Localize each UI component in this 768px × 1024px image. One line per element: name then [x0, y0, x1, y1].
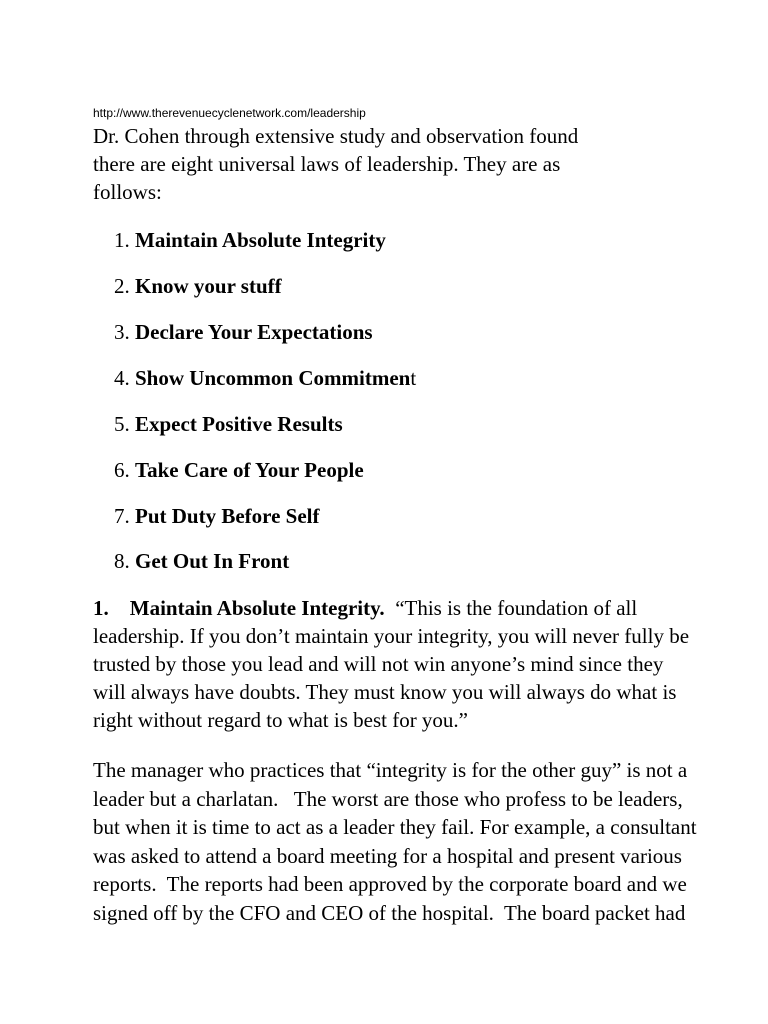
law-item-4 [114, 364, 416, 392]
law-item-1 [114, 226, 386, 254]
law-title: Put Duty Before Self [135, 504, 320, 528]
intro-paragraph [93, 122, 653, 206]
section-1-line: trusted by those you lead and will not win anyone’s mind since they [93, 652, 664, 676]
law-number: 5. [114, 412, 130, 436]
source-url: http://www.therevenuecyclenetwork.com/leadership [93, 106, 366, 120]
law-number: 8. [114, 549, 130, 573]
law-title: Take Care of Your People [135, 458, 364, 482]
intro-line: Dr. Cohen through extensive study and observation found [93, 124, 579, 148]
section-1-first-line-text: “This is the foundation of all [384, 596, 638, 620]
section-1-title: Maintain Absolute Integrity. [129, 596, 385, 620]
law-number: 1. [114, 228, 130, 252]
section-1-line: leadership. If you don’t maintain your integrity, you will never fully be [93, 624, 690, 648]
intro-line: follows: [93, 180, 162, 204]
law-title-tail: t [410, 366, 417, 390]
law-title: Maintain Absolute Integrity [135, 228, 386, 252]
law-title: Show Uncommon Commitmen [135, 366, 411, 390]
law-item-2 [114, 272, 282, 300]
law-title: Get Out In Front [135, 549, 290, 573]
section-1-line: right without regard to what is best for you.” [93, 708, 469, 732]
section-2-line: The manager who practices that “integrity is for the other guy” is not a [93, 758, 688, 782]
section-2-line: signed off by the CFO and CEO of the hospital. The board packet had [93, 900, 686, 925]
intro-line: there are eight universal laws of leadership. They are as [93, 152, 561, 176]
section-1-first-line [93, 594, 763, 622]
law-number: 3. [114, 320, 130, 344]
law-title: Declare Your Expectations [135, 320, 373, 344]
section-2-line: but when it is time to act as a leader they fail. For example, a consultant [93, 815, 697, 840]
section-2-line: was asked to attend a board meeting for a hospital and present various [93, 843, 682, 868]
law-item-6 [114, 456, 364, 484]
section-2-line: reports. The reports had been approved by the corporate board and we [93, 872, 687, 897]
law-title: Know your stuff [135, 274, 282, 298]
law-item-5 [114, 410, 343, 438]
law-number: 7. [114, 504, 130, 528]
law-title: Expect Positive Results [135, 412, 343, 436]
law-item-7 [114, 502, 320, 530]
law-number: 4. [114, 366, 130, 390]
law-item-8 [114, 547, 289, 575]
law-number: 6. [114, 458, 130, 482]
law-number: 2. [114, 274, 130, 298]
section-2-line: leader but a charlatan. The worst are those who profess to be leaders, [93, 786, 683, 811]
section-2-paragraph [93, 756, 763, 928]
section-1-paragraph [93, 594, 763, 734]
section-1-number: 1. [93, 596, 109, 620]
law-item-3 [114, 318, 373, 346]
section-1-line: will always have doubts. They must know you will always do what is [93, 680, 677, 704]
